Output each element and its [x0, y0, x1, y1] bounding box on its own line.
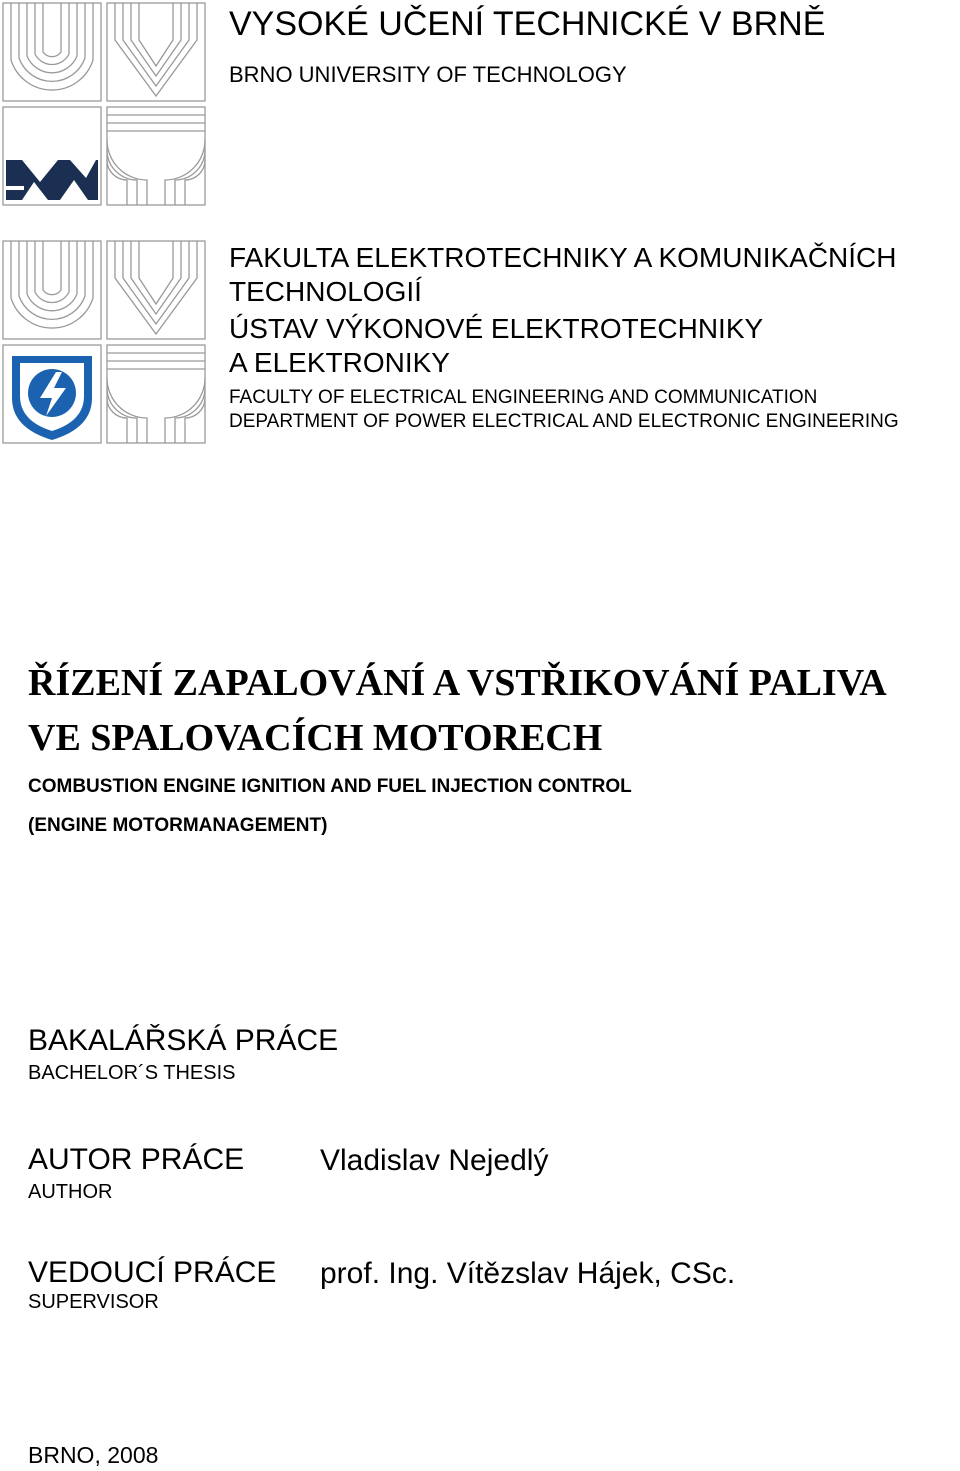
vut-logo-icon	[0, 0, 210, 210]
department-name-en: DEPARTMENT OF POWER ELECTRICAL AND ELECTRONIC ENGINEERING	[229, 411, 899, 432]
fekt-logo-icon	[0, 238, 210, 448]
department-name-cz	[229, 312, 763, 380]
thesis-title-cz	[28, 656, 887, 766]
thesis-title-cz-line1: ŘÍZENÍ ZAPALOVÁNÍ A VSTŘIKOVÁNÍ PALIVA	[28, 662, 887, 704]
thesis-type-en: BACHELOR´S THESIS	[28, 1062, 236, 1084]
thesis-title-en-line1: COMBUSTION ENGINE IGNITION AND FUEL INJECTION CONTROL	[28, 776, 632, 797]
place-year: BRNO, 2008	[28, 1442, 159, 1468]
department-name-cz-line1: ÚSTAV VÝKONOVÉ ELEKTROTECHNIKY	[229, 313, 764, 344]
faculty-name-cz-line2: TECHNOLOGIÍ	[229, 276, 422, 307]
thesis-title-cz-line2: VE SPALOVACÍCH MOTORECH	[28, 717, 603, 759]
author-label-en: AUTHOR	[28, 1181, 113, 1203]
supervisor-label-en: SUPERVISOR	[28, 1291, 159, 1313]
thesis-type-cz: BAKALÁŘSKÁ PRÁCE	[28, 1024, 339, 1057]
thesis-title-en-line2: (ENGINE MOTORMANAGEMENT)	[28, 815, 328, 836]
supervisor-label-cz: VEDOUCÍ PRÁCE	[28, 1256, 277, 1289]
author-name: Vladislav Nejedlý	[320, 1144, 549, 1177]
faculty-name-en: FACULTY OF ELECTRICAL ENGINEERING AND COMMUNICATION	[229, 387, 818, 408]
university-name-en: BRNO UNIVERSITY OF TECHNOLOGY	[229, 62, 627, 87]
thesis-title-en	[28, 767, 632, 845]
faculty-name-cz-line1: FAKULTA ELEKTROTECHNIKY A KOMUNIKAČNÍCH	[229, 242, 897, 273]
supervisor-name: prof. Ing. Vítězslav Hájek, CSc.	[320, 1257, 736, 1290]
faculty-name-cz	[229, 241, 897, 309]
author-label-cz: AUTOR PRÁCE	[28, 1143, 245, 1176]
university-name-cz: VYSOKÉ UČENÍ TECHNICKÉ V BRNĚ	[229, 5, 826, 43]
department-name-cz-line2: A ELEKTRONIKY	[229, 347, 450, 378]
faculty-department-en	[229, 386, 899, 434]
